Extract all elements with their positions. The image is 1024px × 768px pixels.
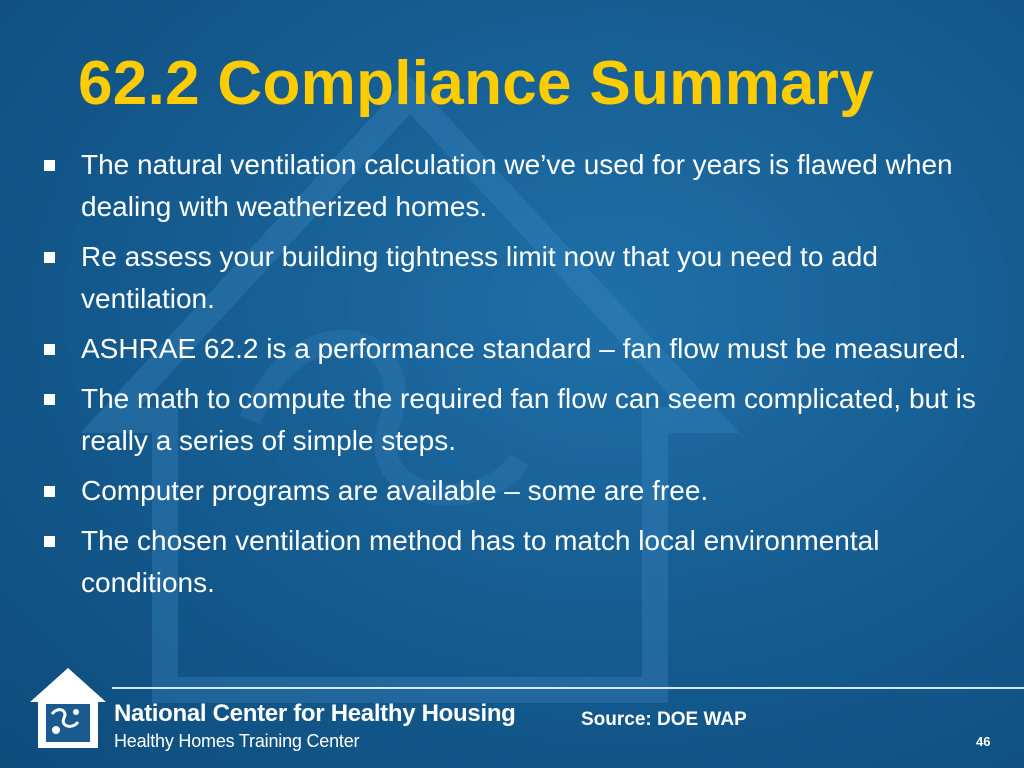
square-bullet-icon [44,394,55,405]
square-bullet-icon [44,486,55,497]
bullet-text: Computer programs are available – some are free. [81,475,709,506]
org-name: National Center for Healthy Housing [114,700,516,727]
bullet-item [40,328,1005,370]
square-bullet-icon [44,344,55,355]
slide-title: 62.2 Compliance Summary [78,49,875,118]
bullet-item [40,470,1005,512]
source-note: Source: DOE WAP [581,709,747,730]
bullet-item [40,520,1005,604]
square-bullet-icon [44,160,55,171]
page-number: 46 [976,734,991,749]
bullet-text: The math to compute the required fan flow can seem complicated, but is really a series of simple steps. [81,383,976,456]
footer-divider [112,687,1024,689]
bullet-item [40,378,1005,462]
bullet-text: The chosen ventilation method has to match local environmental conditions. [81,525,880,598]
bullet-item [40,236,1005,320]
org-subtitle: Healthy Homes Training Center [114,731,360,751]
bullet-item [40,144,1005,228]
bullet-text: The natural ventilation calculation we’ve used for years is flawed when dealing with weatherized homes. [81,149,953,222]
square-bullet-icon [44,252,55,263]
bullet-text: ASHRAE 62.2 is a performance standard – fan flow must be measured. [81,333,967,364]
square-bullet-icon [44,536,55,547]
bullet-list [40,144,1005,612]
house-logo-icon [26,664,110,752]
bullet-text: Re assess your building tightness limit now that you need to add ventilation. [81,241,878,314]
